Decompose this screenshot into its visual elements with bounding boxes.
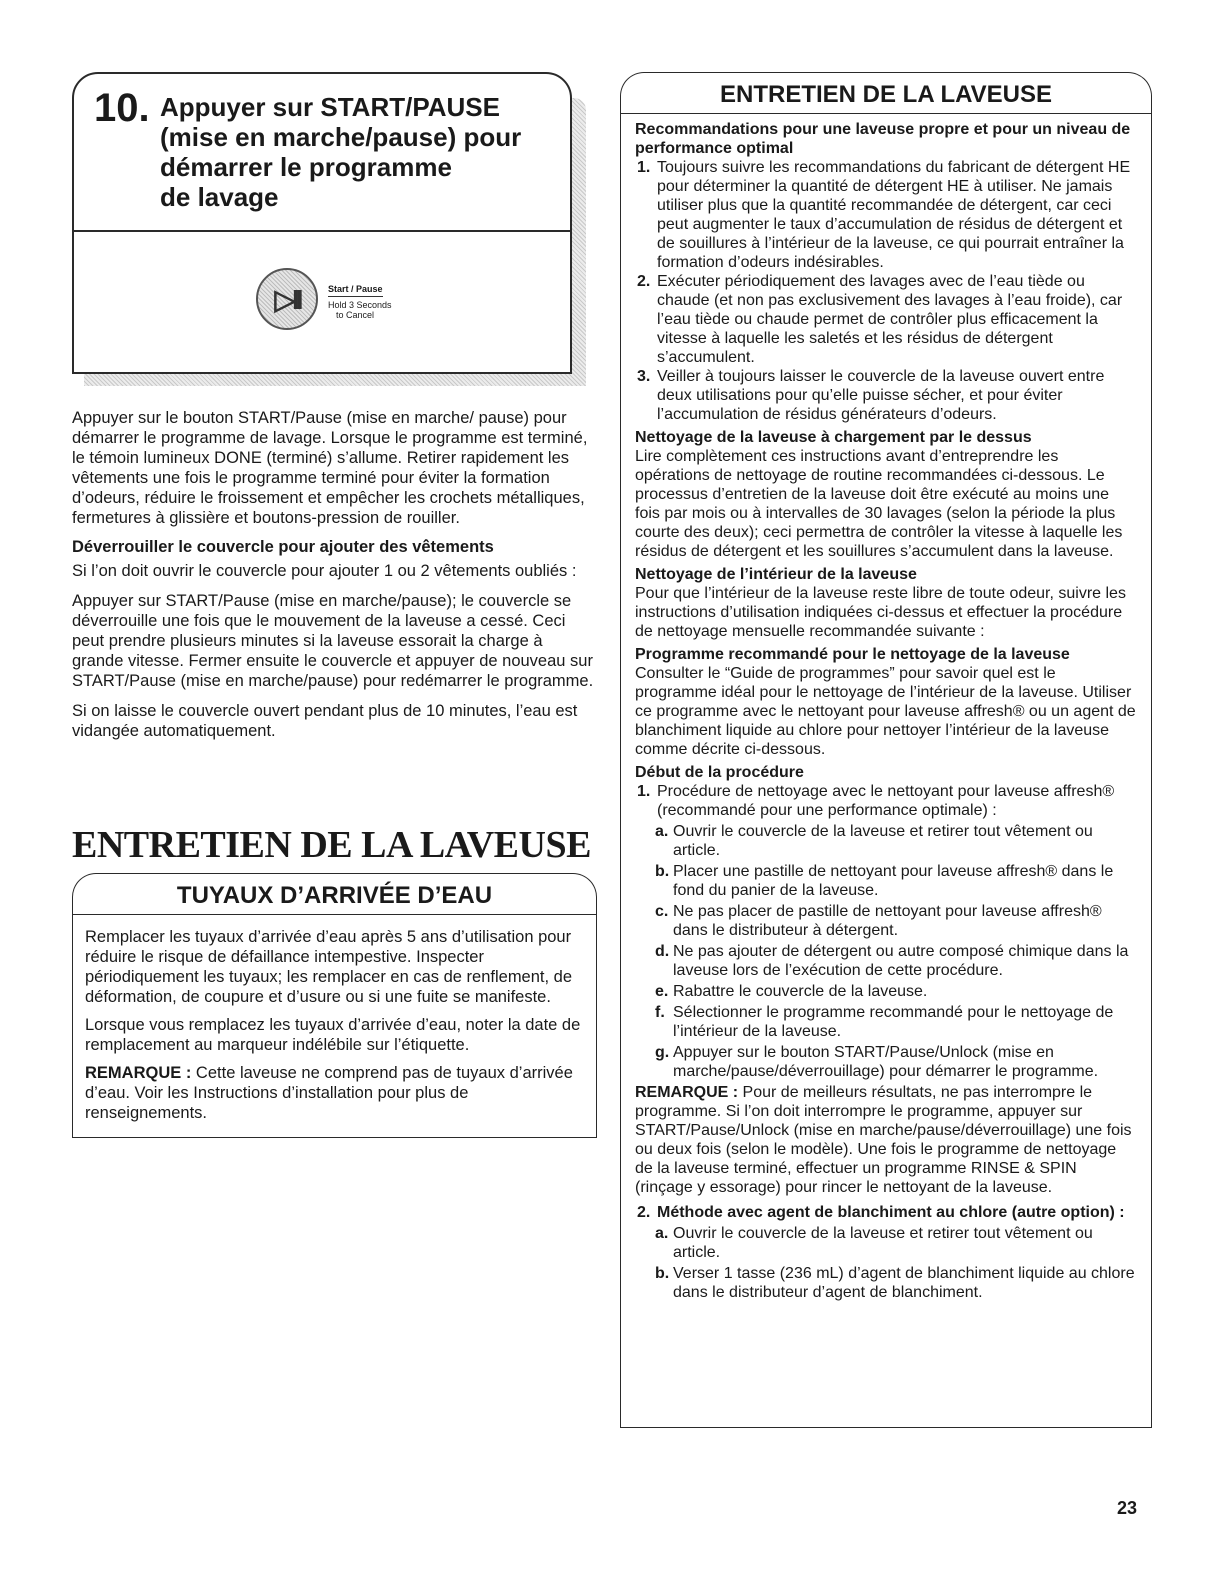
water-hoses-body (72, 914, 597, 1138)
procedure-list (635, 1203, 1137, 1302)
button-hint: Hold 3 Seconds (328, 300, 392, 310)
list-item: 1. Toujours suivre les recommandations du fabricant de détergent HE pour déterminer la quantité de détergent HE à utiliser. Ne jamais utiliser plus que la quantité recommandée de détergent, car ceci peut augmenter le taux d’accumulation de résidus de détergent et de souillures à l’intérieur de la laveuse, ce qui pourrait entraîner la formation d’odeurs indésirables. (637, 159, 1131, 271)
paragraph: Pour que l’intérieur de la laveuse reste libre de toute odeur, suivre les instructions d’utilisation indiquées ci-dessus et effectuer la procédure de nettoyage mensuelle recommandée suivante : (635, 585, 1126, 640)
note-label: REMARQUE : (635, 1084, 739, 1101)
note-text: Pour de meilleurs résultats, ne pas interrompre le programme. Si l’on doit interrompre le programme, appuyer sur START/Pause/Unlock (mise en marche/pause/déverrouillage) une fois ou deux fois (selon le modèle). Une fois le programme de nettoyage de la laveuse terminé, effectuer un programme RINSE & SPIN (rinçage y essorage) pour rincer le nettoyant de la laveuse. (635, 1084, 1132, 1196)
water-hoses-section (72, 873, 597, 1138)
procedure-steps (635, 822, 1137, 1081)
start-pause-label (328, 284, 392, 320)
step-item: b. Verser 1 tasse (236 mL) d’agent de blanchiment liquide au chlore dans le distributeur d’agent de blanchiment. (655, 1265, 1135, 1301)
top-load-heading: Nettoyage de la laveuse à chargement par le dessus (635, 429, 1032, 446)
step-item: b. Placer une pastille de nettoyant pour laveuse affresh® dans le fond du panier de la laveuse. (655, 863, 1114, 899)
water-hoses-title: TUYAUX D’ARRIVÉE D’EAU (72, 873, 597, 914)
box-shadow (572, 98, 586, 386)
section-title: ENTRETIEN DE LA LAVEUSE (72, 824, 591, 866)
step-title-line: (mise en marche/pause) pour (160, 122, 522, 152)
step-item: g. Appuyer sur le bouton START/Pause/Unlock (mise en marche/pause/déverrouillage) pour démarrer le programme. (655, 1044, 1099, 1080)
step-item: f. Sélectionner le programme recommandé pour le nettoyage de l’intérieur de la laveuse. (655, 1004, 1114, 1040)
step-title-line: Appuyer sur START/PAUSE (160, 92, 500, 122)
unlock-lid-heading: Déverrouiller le couvercle pour ajouter des vêtements (72, 538, 494, 556)
step-title-line: de lavage (160, 182, 279, 212)
maintenance-title: ENTRETIEN DE LA LAVEUSE (620, 72, 1152, 113)
program-heading: Programme recommandé pour le nettoyage de la laveuse (635, 646, 1070, 663)
button-label: Start / Pause (328, 284, 383, 297)
box-shadow (84, 374, 586, 386)
step-item: d. Ne pas ajouter de détergent ou autre composé chimique dans la laveuse lors de l’exécution de cette procédure. (655, 943, 1129, 979)
step-title (160, 92, 521, 212)
note-text: Cette laveuse ne comprend pas de tuyaux d’arrivée d’eau. Voir les Instructions d’installation pour plus de renseignements. (85, 1064, 573, 1122)
paragraph: Lire complètement ces instructions avant d’entreprendre les opérations de nettoyage de routine recommandées ci-dessous. Le processus d’entretien de la laveuse doit être exécuté au moins une fois par mois ou à intervalles de 30 lavages (selon la période la plus courte des deux); ceci permettra de contrôler la vitesse à laquelle les résidus de détergent et les souillures s’accumulent dans la laveuse. (635, 448, 1123, 560)
step-number: 10. (94, 86, 150, 130)
page-number: 23 (1116, 1498, 1137, 1518)
step-item: e. Rabattre le couvercle de la laveuse. (655, 983, 928, 1000)
paragraph: Si l’on doit ouvrir le couvercle pour ajouter 1 ou 2 vêtements oubliés : (72, 562, 577, 580)
step-10-box (72, 72, 572, 374)
recommendations-heading: Recommandations pour une laveuse propre et pour un niveau de performance optimal (635, 121, 1131, 157)
recommendations-list (635, 158, 1137, 424)
procedure-list (635, 782, 1137, 1081)
procedure-item: 1. Procédure de nettoyage avec le nettoyant pour laveuse affresh® (recommandé pour une performance optimale) : a. Ouvrir le couvercle de la laveuse et retirer tout vêtement ou article. b. Placer une pastille de nettoyant pour laveuse affresh® dans le fond du panier de la laveuse. c. Ne pas placer de pastille de nettoyant pour laveuse affresh® dans le distributeur à détergent. d. Ne pas ajouter de détergent ou autre composé chimique dans la laveuse lors de l’exécution de cette procédure. e. Rabattre le couvercle de la laveuse. f. Sélectionner le programme recommandé pour le nettoyage de l’intérieur de la laveuse. g. Appuyer sur le bouton START/Pause/Unlock (mise en marche/pause/déverrouillage) pour démarrer le programme. (635, 782, 1137, 1081)
paragraph: Lorsque vous remplacez les tuyaux d’arrivée d’eau, noter la date de remplacement au marqueur indélébile sur l’étiquette. (85, 1016, 581, 1054)
play-pause-icon: ▷II (256, 268, 318, 330)
list-item: 3. Veiller à toujours laisser le couvercle de la laveuse ouvert entre deux utilisations pour qu’elle puisse sécher, et pour éviter l’accumulation de résidus générateurs d’odeurs. (637, 368, 1105, 423)
list-item: 2. Exécuter périodiquement des lavages avec de l’eau tiède ou chaude (et non pas exclusivement des lavages à l’eau froide), car l’eau tiède ou chaude permet de contrôler plus efficacement la vitesse à laquelle les saletés et les résidus de détergent s’accumulent. (637, 273, 1123, 366)
button-hint: to Cancel (336, 310, 375, 320)
maintenance-body (620, 113, 1152, 1428)
note-paragraph (635, 1083, 1137, 1197)
paragraph: Appuyer sur START/Pause (mise en marche/pause); le couvercle se déverrouille une fois que le mouvement de la laveuse a cessé. Ceci peut prendre plusieurs minutes si la laveuse essorait la charge à grande vitesse. Fermer ensuite le couvercle et appuyer de nouveau sur START/Pause (mise en marche/pause) pour redémarrer le programme. (72, 592, 594, 690)
left-column (72, 72, 597, 1138)
procedure-steps (635, 1224, 1137, 1302)
step-item: c. Ne pas placer de pastille de nettoyant pour laveuse affresh® dans le distributeur à détergent. (655, 903, 1102, 939)
step-item: a. Ouvrir le couvercle de la laveuse et retirer tout vêtement ou article. (655, 1225, 1093, 1261)
paragraph: Si on laisse le couvercle ouvert pendant plus de 10 minutes, l’eau est vidangée automatiquement. (72, 702, 578, 740)
right-column (620, 72, 1152, 1428)
note-label: REMARQUE : (85, 1064, 192, 1082)
procedure-item: 2. Méthode avec agent de blanchiment au chlore (autre option) : a. Ouvrir le couvercle de la laveuse et retirer tout vêtement ou article. b. Verser 1 tasse (236 mL) d’agent de blanchiment liquide au chlore dans le distributeur d’agent de blanchiment. (635, 1203, 1137, 1302)
intro-paragraph: Appuyer sur le bouton START/Pause (mise en marche/ pause) pour démarrer le programme de lavage. Lorsque le programme est terminé, le témoin lumineux DONE (terminé) s’allume. Retirer rapidement les vêtements une fois le programme terminé pour éviter la formation d’odeurs, réduire le froissement et empêcher les crochets métalliques, fermetures à glissière et boutons-pression de rouiller. (72, 409, 588, 527)
paragraph: Remplacer les tuyaux d’arrivée d’eau après 5 ans d’utilisation pour réduire le risque de défaillance intempestive. Inspecter périodiquement les tuyaux; les remplacer en cas de renflement, de déformation, de coupure et d’usure ou si une fuite se manifeste. (85, 928, 573, 1006)
start-pause-illustration (74, 232, 570, 372)
paragraph: Consulter le “Guide de programmes” pour savoir quel est le programme idéal pour le nettoyage de l’intérieur de la laveuse. Utiliser ce programme avec le nettoyant pour laveuse affresh® ou un agent de blanchiment liquide au chlore pour nettoyer l’intérieur de la laveuse comme décrite ci-dessous. (635, 665, 1136, 758)
note-paragraph (85, 1063, 582, 1123)
begin-heading: Début de la procédure (635, 764, 804, 781)
step-title-line: démarrer le programme (160, 152, 452, 182)
step-item: a. Ouvrir le couvercle de la laveuse et retirer tout vêtement ou article. (655, 823, 1093, 859)
interior-heading: Nettoyage de l’intérieur de la laveuse (635, 566, 917, 583)
step-10-header (74, 74, 570, 232)
